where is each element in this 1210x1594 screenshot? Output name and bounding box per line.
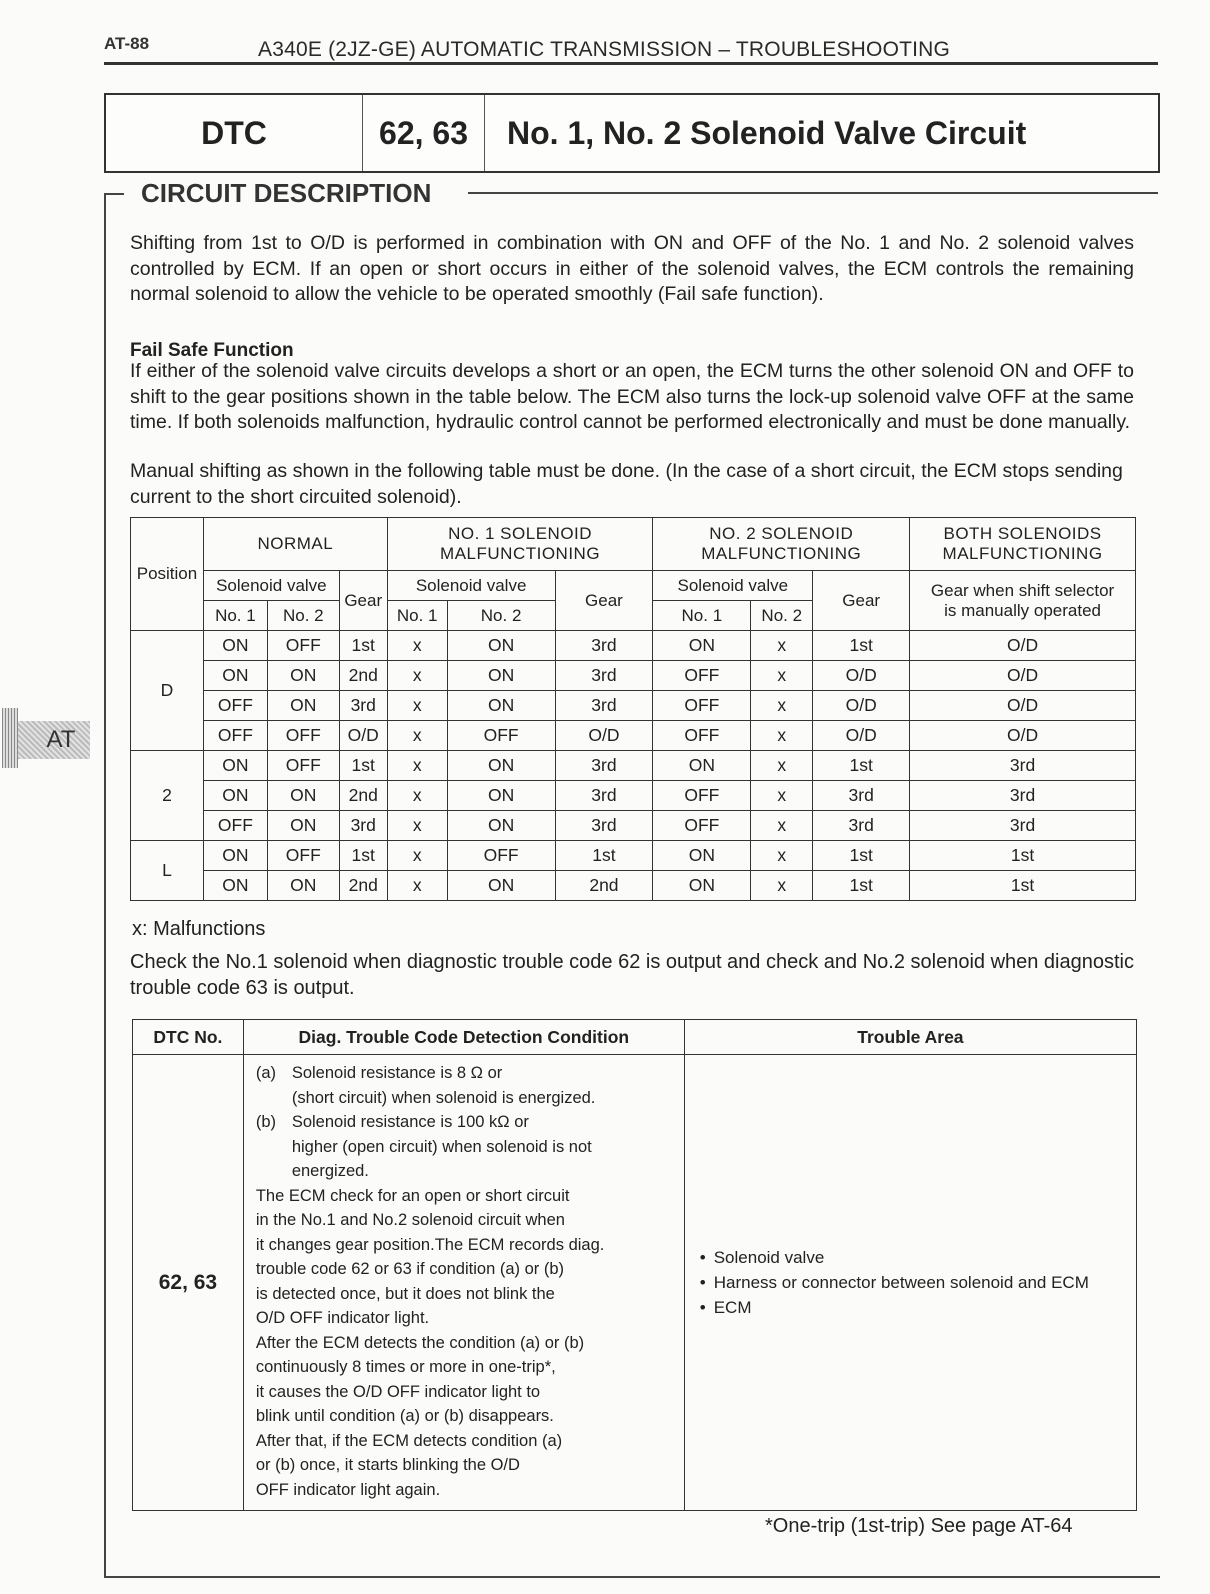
cell-no1malf-no2: ON <box>447 691 555 721</box>
detection-line: trouble code 62 or 63 if condition (a) or (b) <box>255 1260 564 1278</box>
cell-no2malf-no2: x <box>751 841 813 871</box>
cell-both-manual-gear: 3rd <box>910 751 1136 781</box>
gear-table-row <box>131 841 1136 871</box>
cell-no1malf-no2: OFF <box>447 721 555 751</box>
cell-no2malf-gear: O/D <box>813 661 910 691</box>
page-header-title: A340E (2JZ-GE) AUTOMATIC TRANSMISSION – TROUBLESHOOTING <box>258 38 951 61</box>
cell-normal-gear: 3rd <box>339 691 387 721</box>
cell-no2malf-gear: 1st <box>813 631 910 661</box>
cell-no2malf-no1: ON <box>653 841 751 871</box>
solenoid-gear-table <box>130 517 1136 901</box>
cell-both-manual-gear: O/D <box>910 691 1136 721</box>
cell-no1malf-gear: 3rd <box>555 691 653 721</box>
dtc-detection-table <box>132 1019 1137 1511</box>
cell-no1malf-gear: 1st <box>555 841 653 871</box>
cell-no2malf-no1: OFF <box>653 661 751 691</box>
cell-no2malf-no2: x <box>751 691 813 721</box>
gear-table-row <box>131 691 1136 721</box>
detection-line: it changes gear position.The ECM records diag. <box>255 1235 605 1254</box>
cell-normal-no1: ON <box>203 661 267 691</box>
header-no1-line2: MALFUNCTIONING <box>440 544 601 563</box>
cell-no2malf-no2: x <box>751 631 813 661</box>
cell-normal-no1: ON <box>203 631 267 661</box>
cell-no2malf-gear: 1st <box>813 841 910 871</box>
cell-both-manual-gear: 1st <box>910 871 1136 901</box>
condition-b-line1: Solenoid resistance is 100 kΩ or <box>291 1113 529 1131</box>
cell-normal-no2: ON <box>267 871 339 901</box>
cell-no1malf-gear: 3rd <box>555 631 653 661</box>
header-no2-gear: Gear <box>813 571 910 631</box>
cell-no2malf-gear: O/D <box>813 691 910 721</box>
cell-normal-no2: ON <box>267 781 339 811</box>
header-no1-malfunctioning <box>387 518 653 571</box>
detection-line: or (b) once, it starts blinking the O/D <box>255 1456 520 1474</box>
header-manual-gear-line2: is manually operated <box>944 600 1101 620</box>
header-dtc-no: DTC No. <box>133 1020 244 1055</box>
detection-line: continuously 8 times or more in one-trip*, <box>255 1358 556 1376</box>
fail-safe-paragraph: If either of the solenoid valve circuits develops a short or an open, the ECM turns the other solenoid ON and OFF to shift to the gear positions shown in the table below. The ECM also turns the lock-up solenoid valve OFF at the same time. If both solenoids malfunction, hydraulic control cannot be performed electronically and must be done manually. <box>130 360 1134 433</box>
intro-paragraph: Shifting from 1st to O/D is performed in combination with ON and OFF of the No. 1 and No. 2 solenoid valves controlled by ECM. If an open or short occurs in either of the solenoid valves, the ECM controls the remaining normal solenoid to allow the vehicle to be operated smoothly (Fail safe function). <box>130 232 1134 305</box>
header-manual-gear-line1: Gear when shift selector <box>930 580 1115 600</box>
position-cell: D <box>131 631 204 751</box>
cell-no1malf-no1: x <box>387 631 447 661</box>
dtc-title-box <box>104 93 1160 173</box>
detection-line: blink until condition (a) or (b) disappears. <box>255 1407 554 1425</box>
cell-no1malf-no2: ON <box>447 631 555 661</box>
header-no2malf-no2: No. 2 <box>751 601 813 631</box>
cell-no2malf-no2: x <box>751 721 813 751</box>
gear-table-row <box>131 781 1136 811</box>
cell-normal-gear: 1st <box>339 751 387 781</box>
header-no1-gear: Gear <box>555 571 653 631</box>
page-number: AT-88 <box>104 34 150 53</box>
position-cell: 2 <box>131 751 204 841</box>
cell-both-manual-gear: 1st <box>910 841 1136 871</box>
cell-normal-gear: 3rd <box>339 811 387 841</box>
trouble-area-cell <box>684 1055 1136 1511</box>
cell-both-manual-gear: 3rd <box>910 811 1136 841</box>
cell-no2malf-gear: 3rd <box>813 781 910 811</box>
cell-no1malf-no1: x <box>387 811 447 841</box>
cell-no2malf-gear: 3rd <box>813 811 910 841</box>
header-detection-condition: Diag. Trouble Code Detection Condition <box>243 1020 684 1055</box>
cell-no1malf-gear: 3rd <box>555 661 653 691</box>
side-tab-label: AT <box>46 726 76 753</box>
cell-no1malf-no1: x <box>387 841 447 871</box>
cell-no2malf-gear: 1st <box>813 871 910 901</box>
cell-no2malf-no1: OFF <box>653 811 751 841</box>
dtc-codes: 62, 63 <box>363 95 485 171</box>
detection-line: OFF indicator light again. <box>255 1480 441 1499</box>
condition-b-text <box>292 1110 652 1184</box>
detection-line: it causes the O/D OFF indicator light to <box>255 1382 541 1401</box>
cell-no1malf-no2: OFF <box>447 841 555 871</box>
header-no2malf-no1: No. 1 <box>653 601 751 631</box>
header-no1-line1: NO. 1 SOLENOID <box>448 524 593 543</box>
manual-shifting-paragraph: Manual shifting as shown in the following table must be done. (In the case of a short circuit, the ECM stops sending current to the short circuited solenoid). <box>130 460 1123 508</box>
cell-both-manual-gear: O/D <box>910 631 1136 661</box>
cell-normal-no2: ON <box>267 661 339 691</box>
condition-b <box>256 1110 674 1184</box>
cell-normal-no1: ON <box>203 751 267 781</box>
detection-line: After that, if the ECM detects condition (a) <box>255 1431 563 1450</box>
trouble-area-item: • Solenoid valve <box>700 1245 1135 1270</box>
cell-normal-no2: OFF <box>267 841 339 871</box>
detection-description <box>256 1184 674 1503</box>
cell-no2malf-gear: 1st <box>813 751 910 781</box>
cell-normal-gear: 2nd <box>339 781 387 811</box>
cell-no1malf-no1: x <box>387 721 447 751</box>
cell-no2malf-no1: OFF <box>653 721 751 751</box>
cell-normal-no2: ON <box>267 811 339 841</box>
condition-a-label: (a) <box>255 1064 276 1082</box>
condition-a-text <box>292 1061 596 1110</box>
condition-b-label: (b) <box>255 1113 276 1131</box>
cell-normal-no1: ON <box>203 841 267 871</box>
malfunction-legend: x: Malfunctions <box>132 918 266 940</box>
cell-normal-no1: ON <box>203 871 267 901</box>
cell-no2malf-no1: OFF <box>653 781 751 811</box>
cell-no1malf-gear: 2nd <box>555 871 653 901</box>
gear-table-row <box>131 751 1136 781</box>
header-trouble-area: Trouble Area <box>684 1020 1136 1055</box>
cell-no2malf-no2: x <box>751 781 813 811</box>
header-normal-no2: No. 2 <box>267 601 339 631</box>
cell-no1malf-no2: ON <box>447 781 555 811</box>
circuit-description-title: CIRCUIT DESCRIPTION <box>137 178 435 209</box>
header-no1-solenoid-valve: Solenoid valve <box>387 571 555 601</box>
gear-table-row <box>131 721 1136 751</box>
cell-normal-no1: OFF <box>203 811 267 841</box>
header-no1malf-no1: No. 1 <box>387 601 447 631</box>
header-no2-solenoid-valve: Solenoid valve <box>653 571 813 601</box>
cell-no1malf-gear: 3rd <box>555 781 653 811</box>
section-side-tab <box>18 721 90 759</box>
cell-no1malf-no2: ON <box>447 751 555 781</box>
section-frame-tick <box>104 193 124 195</box>
header-no1malf-no2: No. 2 <box>447 601 555 631</box>
header-normal-no1: No. 1 <box>203 601 267 631</box>
cell-no2malf-gear: O/D <box>813 721 910 751</box>
cell-both-manual-gear: O/D <box>910 721 1136 751</box>
gear-table-row <box>131 661 1136 691</box>
detection-condition-cell <box>243 1055 684 1511</box>
header-both-line1: BOTH SOLENOIDS <box>943 524 1102 543</box>
detection-line: After the ECM detects the condition (a) or (b) <box>255 1333 585 1352</box>
dtc-circuit-name: No. 1, No. 2 Solenoid Valve Circuit <box>507 114 1027 151</box>
cell-normal-no2: OFF <box>267 631 339 661</box>
cell-no1malf-gear: 3rd <box>555 811 653 841</box>
cell-no2malf-no1: OFF <box>653 691 751 721</box>
header-position: Position <box>131 518 204 631</box>
fail-safe-heading: Fail Safe Function <box>130 340 294 361</box>
condition-a-line2: (short circuit) when solenoid is energized. <box>291 1088 596 1107</box>
check-note: Check the No.1 solenoid when diagnostic trouble code 62 is output and check and No.2 solenoid when diagnostic trouble code 63 is output. <box>130 951 1134 999</box>
cell-normal-gear: O/D <box>339 721 387 751</box>
cell-no2malf-no2: x <box>751 871 813 901</box>
cell-normal-gear: 1st <box>339 841 387 871</box>
cell-no1malf-no2: ON <box>447 871 555 901</box>
position-cell: L <box>131 841 204 901</box>
header-normal-gear: Gear <box>339 571 387 631</box>
detection-line: O/D OFF indicator light. <box>255 1309 430 1327</box>
cell-no1malf-no2: ON <box>447 811 555 841</box>
cell-normal-no1: ON <box>203 781 267 811</box>
cell-no2malf-no1: ON <box>653 751 751 781</box>
gear-table-body <box>131 631 1136 901</box>
header-both-line2: MALFUNCTIONING <box>942 544 1103 563</box>
detection-line: The ECM check for an open or short circuit <box>255 1186 570 1205</box>
trouble-area-list <box>686 1245 1135 1320</box>
cell-no1malf-no1: x <box>387 871 447 901</box>
cell-both-manual-gear: 3rd <box>910 781 1136 811</box>
cell-no1malf-no2: ON <box>447 661 555 691</box>
section-title-rule <box>468 192 1158 194</box>
condition-a <box>256 1061 674 1110</box>
one-trip-footnote: *One-trip (1st-trip) See page AT-64 <box>765 1515 1073 1537</box>
cell-normal-no2: OFF <box>267 751 339 781</box>
cell-no2malf-no2: x <box>751 811 813 841</box>
cell-normal-gear: 2nd <box>339 661 387 691</box>
cell-no1malf-no1: x <box>387 691 447 721</box>
cell-both-manual-gear: O/D <box>910 661 1136 691</box>
gear-table-row <box>131 811 1136 841</box>
cell-normal-no1: OFF <box>203 691 267 721</box>
trouble-area-item: • ECM <box>700 1295 1135 1320</box>
gear-table-row <box>131 871 1136 901</box>
header-normal-solenoid-valve: Solenoid valve <box>203 571 339 601</box>
cell-no2malf-no1: ON <box>653 631 751 661</box>
header-normal: NORMAL <box>203 518 387 571</box>
trouble-area-item: • Harness or connector between solenoid and ECM <box>700 1270 1135 1295</box>
cell-normal-gear: 2nd <box>339 871 387 901</box>
header-rule <box>104 62 1158 65</box>
gear-table-row <box>131 631 1136 661</box>
cell-no1malf-gear: O/D <box>555 721 653 751</box>
side-tab-edge <box>2 708 18 768</box>
dtc-label: DTC <box>106 95 363 171</box>
header-both-malfunctioning <box>910 518 1136 571</box>
cell-no1malf-no1: x <box>387 781 447 811</box>
cell-no1malf-no1: x <box>387 751 447 781</box>
condition-a-line1: Solenoid resistance is 8 Ω or <box>291 1064 503 1082</box>
detection-line: in the No.1 and No.2 solenoid circuit when <box>255 1211 565 1229</box>
cell-normal-no2: OFF <box>267 721 339 751</box>
cell-no1malf-gear: 3rd <box>555 751 653 781</box>
dtc-code-cell: 62, 63 <box>133 1055 244 1511</box>
header-no2-malfunctioning <box>653 518 910 571</box>
cell-no2malf-no1: ON <box>653 871 751 901</box>
cell-normal-no2: ON <box>267 691 339 721</box>
cell-no2malf-no2: x <box>751 661 813 691</box>
header-no2-line2: MALFUNCTIONING <box>701 544 862 563</box>
header-manual-gear <box>910 571 1136 631</box>
cell-normal-gear: 1st <box>339 631 387 661</box>
condition-b-line2: higher (open circuit) when solenoid is not energized. <box>291 1137 592 1180</box>
cell-no1malf-no1: x <box>387 661 447 691</box>
cell-no2malf-no2: x <box>751 751 813 781</box>
header-no2-line1: NO. 2 SOLENOID <box>709 524 854 543</box>
cell-normal-no1: OFF <box>203 721 267 751</box>
detection-line: is detected once, but it does not blink the <box>255 1284 555 1303</box>
